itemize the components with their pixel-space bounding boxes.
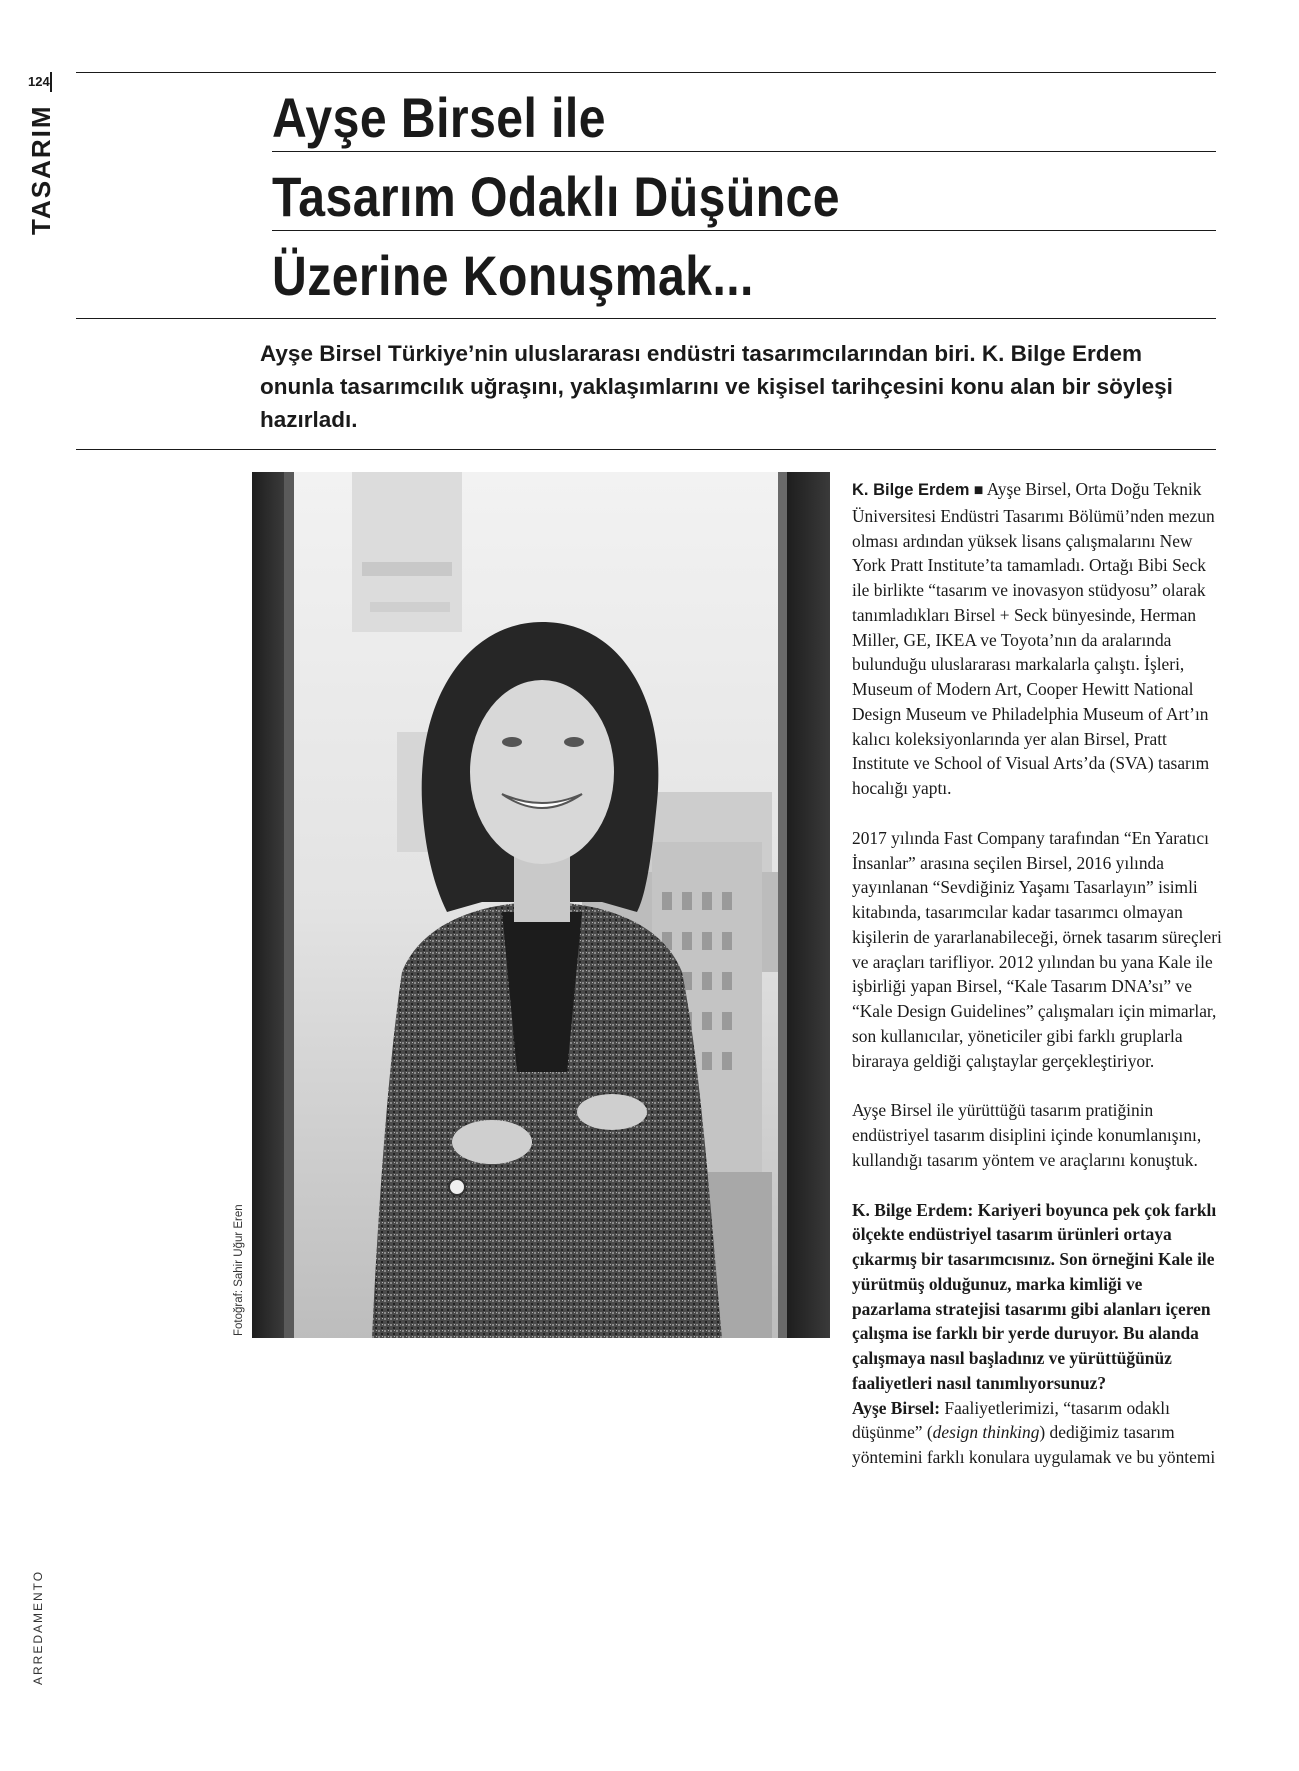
lead-bottom-rule (76, 449, 1216, 450)
paragraph-2: 2017 yılında Fast Company tarafından “En Yaratıcı İnsanlar” arasına seçilen Birsel, 2016 yılında yayınlanan “Sevdiğiniz Yaşamı Tasarlayın” isimli kitabında, tasarımcılar kadar tasarımcı olmayan kişilerin de yararlanabileceği, örnek tasarım süreçleri ve araçları tarifliyor. 2012 yılından bu yana Kale ile işbirliği yapan Birsel, “Kale Tasarım DNA’sı” ve “Kale Design Guidelines” çalışmaları için mimarlar, son kullanıcılar, yöneticiler gibi farklı gruplarla biraraya geldiği çalıştaylar gerçekleştiriyor. (852, 827, 1222, 1071)
interview-answer (852, 1396, 1224, 1470)
title-bottom-rule (76, 318, 1216, 319)
paragraph-1 (852, 477, 1224, 801)
magazine-name: ARREDAMENTO (31, 1569, 45, 1685)
answer-label: Ayşe Birsel: (852, 1397, 941, 1418)
headline-line-3: Üzerine Konuşmak... (272, 244, 754, 307)
title-rule-2 (272, 230, 1216, 231)
paragraph-3: Ayşe Birsel ile yürüttüğü tasarım pratiğinin endüstriyel tasarım disiplini içinde konumlanışını, kullandığı tasarım yöntem ve araçlarını konuştuk. (852, 1100, 1202, 1170)
lead-paragraph: Ayşe Birsel Türkiye’nin uluslararası endüstri tasarımcılarından biri. K. Bilge Erdem onunla tasarımcılık uğraşını, yaklaşımlarını ve kişisel tarihçesini konu alan bir söyleşi hazırladı. (260, 341, 1173, 432)
headline-line-1: Ayşe Birsel ile (272, 86, 606, 149)
answer-text-1: Faaliyetlerimizi, “tasarım odaklı düşünme” ( (852, 1397, 1170, 1443)
portrait-photo (252, 472, 830, 1338)
byline: K. Bilge Erdem (852, 481, 970, 499)
byline-marker: ■ (973, 482, 984, 499)
top-rule (76, 72, 1216, 73)
headline-line-2: Tasarım Odaklı Düşünce (272, 165, 840, 228)
section-label: TASARIM (26, 104, 56, 235)
answer-text-2: ) dediğimiz tasarım yöntemini farklı konulara uygulamak ve bu yöntemi (852, 1422, 1216, 1467)
interview-question: K. Bilge Erdem: Kariyeri boyunca pek çok farklı ölçekte endüstriyel tasarım ürünleri ortaya çıkarmış bir tasarımcısınız. Son örneğini Kale ile yürütmüş olduğunuz, marka kimliği ve pazarlama stratejisi tasarımı gibi alanları içeren çalışma ise farklı bir yerde duruyor. Bu alanda çalışmaya nasıl başladınız ve yürüttüğünüz faaliyetleri nasıl tanımlıyorsunuz? (852, 1199, 1217, 1393)
photo-credit: Fotoğraf: Sahir Uğur Eren (233, 1204, 245, 1336)
answer-italic: design thinking (932, 1422, 1040, 1443)
title-rule-1 (272, 151, 1216, 152)
paragraph-1-text: Ayşe Birsel, Orta Doğu Teknik Üniversitesi Endüstri Tasarımı Bölümü’nden mezun olması ardından yüksek lisans çalışmalarını New York Pratt Institute’ta tamamladı. Ortağı Bibi Seck ile birlikte “tasarım ve inovasyon stüdyosu” olarak tanımladıkları Birsel + Seck bünyesinde, Herman Miller, GE, IKEA ve Toyota’nın da aralarında bulunduğu uluslararası markalarla çalıştı. İşleri, Museum of Modern Art, Cooper Hewitt National Design Museum ve Philadelphia Museum of Art’ın kalıcı koleksiyonlarında yer alan Birsel, Pratt Institute ve School of Visual Arts’da (SVA) tasarım hocalığı yaptı. (852, 479, 1215, 798)
article-body (852, 477, 1224, 1470)
page-number: 124 (26, 72, 52, 92)
